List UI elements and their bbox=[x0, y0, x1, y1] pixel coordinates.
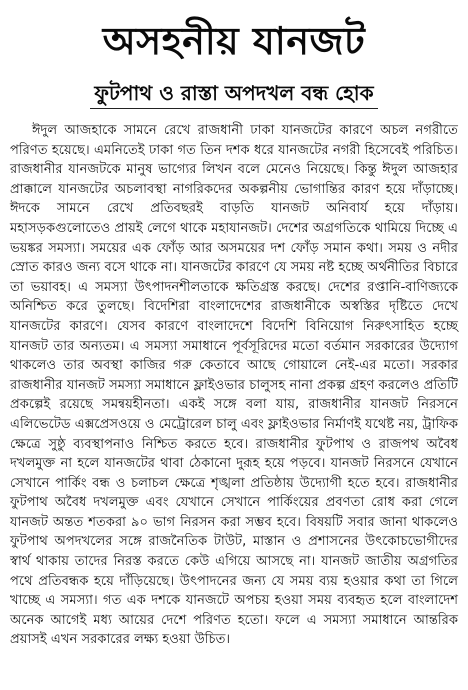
article-paragraph: ঈদুল আজহাকে সামনে রেখে রাজধানী ঢাকা যানজটের কারণে অচল নগরীতে পরিণত হয়েছে। এমনিতেই ঢাকা গত তিন দশক ধরে যানজটের নগরী হিসেবেই পরিচিত। রাজধানীর যানজটকে মানুষ ভাগ্যের লিখন বলে মেনেও নিয়েছে। কিন্তু ঈদুল আজহার প্রাক্কালে যানজটের অচলাবস্থা নাগরিকদের অকল্পনীয় ভোগান্তির কারণ হয়ে দাঁড়াচ্ছে। ঈদকে সামনে রেখে প্রতিবছরই বাড়তি যানজট অনিবার্য হয়ে দাঁড়ায়। মহাসড়কগুলোতেও প্রায়ই লেগে থাকে মহাযানজট। দেশের অগ্রগতিকে থামিয়ে দিচ্ছে এ ভয়ঙ্কর সমস্যা। সময়ের এক ফোঁড় আর অসময়ের দশ ফোঁড় সমান কথা। সময় ও নদীর স্রোত কারও জন্য বসে থাকে না। যানজটের কারণে যে সময় নষ্ট হচ্ছে অর্থনীতির বিচারে তা ভয়াবহ। এ সমস্যা উৎপাদনশীলতাকে ক্ষতিগ্রস্ত করছে। দেশের রপ্তানি-বাণিজ্যকে অনিশ্চিত করে তুলছে। বিদেশিরা বাংলাদেশের রাজধানীকে অস্বস্তির দৃষ্টিতে দেখে যানজটের কারণে। যেসব কারণে বাংলাদেশে বিদেশি বিনিয়োগ নিরুৎসাহিত হচ্ছে যানজট তার অন্যতম। এ সমস্যা সমাধানে পূর্বসূরিদের মতো বর্তমান সরকারের উদ্যোগ থাকলেও তার অবস্থা কাজির গরু কেতাবে আছে গোয়ালে নেই-এর মতো। সরকার রাজধানীর যানজট সমস্যা সমাধানে ফ্লাইওভার চালুসহ নানা প্রকল্প গ্রহণ করলেও প্রতিটি প্রকল্পেই রয়েছে সমন্বয়হীনতা। একই সঙ্গে বলা যায়, রাজধানীর যানজট নিরসনে এলিভেটেড এক্সপ্রেসওয়ে ও মেট্রোরেল চালু এবং ফ্লাইওভার নির্মাণই যথেষ্ট নয়, ট্রাফিক ক্ষেত্রে সুষ্ঠু ব্যবস্থাপনাও নিশ্চিত করতে হবে। রাজধানীর ফুটপাথ ও রাজপথ অবৈধ দখলমুক্ত না হলে যানজটের থাবা ঠেকানো দুরূহ হয়ে পড়বে। যানজট নিরসনে যেখানে সেখানে পার্কিং বন্ধ ও চলাচল ক্ষেত্রে শৃঙ্খলা প্রতিষ্ঠায় উদ্যোগী হতে হবে। রাজধানীর ফুটপাথ অবৈধ দখলমুক্ত এবং যেখানে সেখানে পার্কিংয়ের প্রবণতা রোধ করা গেলে যানজট অন্তত শতকরা ৯০ ভাগ নিরসন করা সম্ভব হবে। বিষয়টি সবার জানা থাকলেও ফুটপাথ অপদখলের সঙ্গে রাজনৈতিক টাউট, মাস্তান ও প্রশাসনের উৎকোচভোগীদের স্বার্থ থাকায় তাদের নিরস্ত করতে কেউ এগিয়ে আসছে না। যানজট জাতীয় অগ্রগতির পথে প্রতিবন্ধক হয়ে দাঁড়িয়েছে। উৎপাদনের জন্য যে সময় ব্যয় হওয়ার কথা তা গিলে খাচ্ছে এ সমস্যা। গত এক দশকে যানজটে অপচয় হওয়া সময় ব্যবহৃত হলে বাংলাদেশ অনেক আগেই মধ্য আয়ের দেশে পরিণত হতো। ফলে এ সমস্যা সমাধানে আন্তরিক প্রয়াসই এখন সরকারের লক্ষ্য হওয়া উচিত। bbox=[10, 123, 458, 648]
headline: অসহনীয় যানজট bbox=[102, 18, 366, 63]
subheadline-container bbox=[10, 80, 458, 109]
subheadline: ফুটপাথ ও রাস্তা অপদখল বন্ধ হোক bbox=[90, 80, 377, 109]
article-body bbox=[10, 121, 458, 650]
